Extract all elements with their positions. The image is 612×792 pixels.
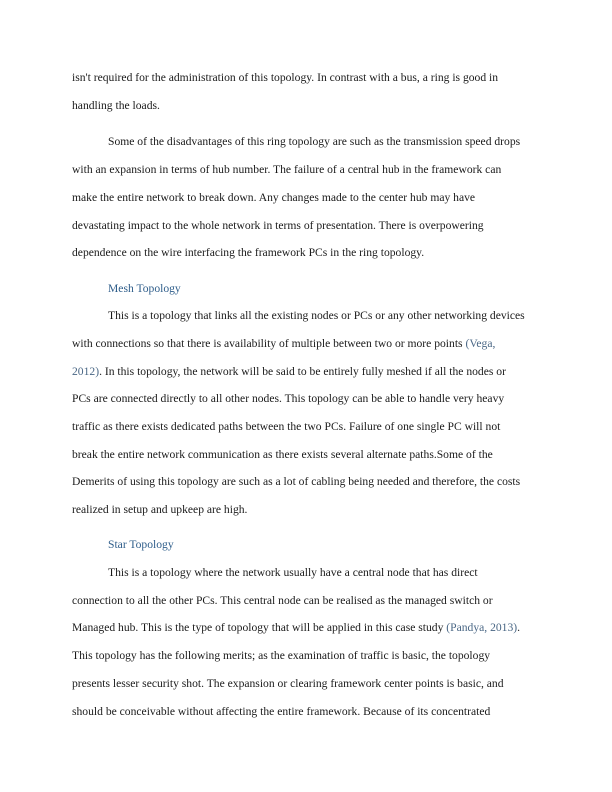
star-topology-heading: Star Topology bbox=[108, 538, 174, 551]
paragraph-line: This is a topology that links all the existing nodes or PCs or any other networking devices bbox=[108, 309, 525, 322]
citation: (Vega, bbox=[465, 337, 496, 350]
paragraph-line: connection to all the other PCs. This central node can be realised as the managed switch or bbox=[72, 594, 493, 607]
paragraph-line: This is a topology where the network usually have a central node that has direct bbox=[108, 566, 478, 579]
text-run: Managed hub. This is the type of topology that will be applied in this case study bbox=[72, 621, 444, 634]
paragraph-line: with an expansion in terms of hub number. The failure of a central hub in the framework can bbox=[72, 163, 502, 176]
citation: (Pandya, 2013) bbox=[446, 621, 518, 634]
paragraph-line: PCs are connected directly to all other nodes. This topology can be able to handle very heavy bbox=[72, 392, 505, 405]
paragraph-line: should be conceivable without affecting the entire framework. Because of its concentrated bbox=[72, 705, 491, 718]
paragraph-line: break the entire network communication as there exists several alternate paths.Some of the bbox=[72, 448, 493, 461]
paragraph-line: handling the loads. bbox=[72, 99, 160, 112]
paragraph-line: presents lesser security shot. The expansion or clearing framework center points is basic, and bbox=[72, 677, 504, 690]
paragraph-line bbox=[72, 337, 495, 351]
paragraph-line: devastating impact to the whole network in terms of presentation. There is overpowering bbox=[72, 219, 484, 232]
paragraph-line: realized in setup and upkeep are high. bbox=[72, 503, 248, 516]
paragraph-line: isn't required for the administration of this topology. In contrast with a bus, a ring is good in bbox=[72, 71, 499, 84]
text-run: . In this topology, the network will be said to be entirely fully meshed if all the nodes or bbox=[99, 365, 506, 378]
mesh-topology-heading: Mesh Topology bbox=[108, 282, 181, 295]
text-run: with connections so that there is availability of multiple between two or more points bbox=[72, 337, 463, 350]
paragraph-line: dependence on the wire interfacing the framework PCs in the ring topology. bbox=[72, 246, 425, 259]
paragraph-line: traffic as there exists dedicated paths between the two PCs. Failure of one single PC will not bbox=[72, 420, 501, 433]
text-run: . bbox=[517, 621, 521, 634]
paragraph-line: make the entire network to break down. Any changes made to the center hub may have bbox=[72, 191, 476, 204]
paragraph-line: This topology has the following merits; as the examination of traffic is basic, the topology bbox=[72, 649, 491, 662]
paragraph-line bbox=[72, 621, 520, 635]
paragraph-line: Some of the disadvantages of this ring topology are such as the transmission speed drops bbox=[108, 135, 521, 148]
paragraph-line bbox=[72, 365, 506, 379]
citation: 2012) bbox=[72, 365, 100, 378]
paragraph-line: Demerits of using this topology are such as a lot of cabling being needed and therefore, the costs bbox=[72, 475, 521, 488]
